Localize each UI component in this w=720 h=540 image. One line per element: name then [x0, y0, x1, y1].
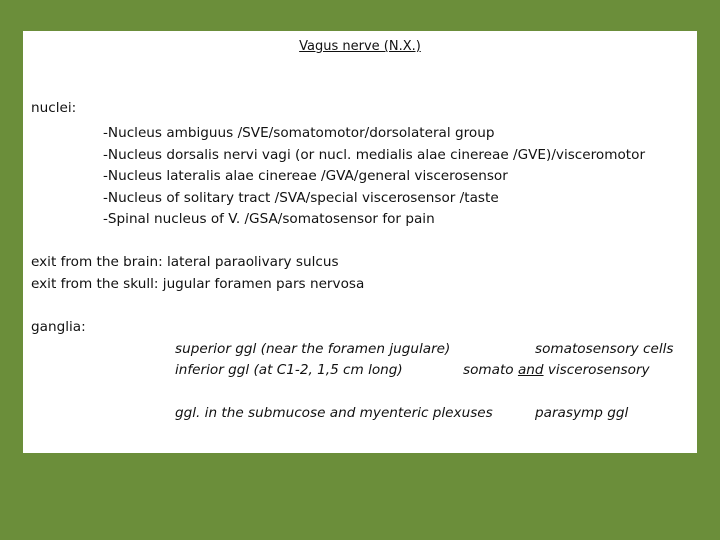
nucleus-item: -Nucleus of solitary tract /SVA/special viscerosensor /taste	[103, 190, 499, 206]
ganglion-desc-part: somato	[463, 362, 518, 378]
nucleus-item: -Nucleus lateralis alae cinereae /GVA/general viscerosensor	[103, 168, 508, 184]
slide-title: Vagus nerve (N.X.)	[299, 39, 421, 54]
ganglion-name: inferior ggl (at C1-2, 1,5 cm long)	[175, 362, 403, 378]
ganglia-label: ganglia:	[31, 319, 86, 335]
ganglion-desc: parasymp ggl	[535, 405, 629, 421]
ganglion-name: ggl. in the submucose and myenteric plexuses	[175, 405, 493, 421]
slide-content	[23, 31, 697, 453]
ganglion-desc-underlined: and	[517, 362, 544, 378]
ganglion-desc: somatosensory cells	[535, 341, 674, 357]
nucleus-item: -Nucleus ambiguus /SVE/somatomotor/dorsolateral group	[103, 125, 495, 141]
exit-brain: exit from the brain: lateral paraolivary sulcus	[31, 254, 339, 270]
ganglion-name: superior ggl (near the foramen jugulare)	[175, 341, 451, 357]
exit-skull: exit from the skull: jugular foramen pars nervosa	[31, 276, 365, 292]
nuclei-label: nuclei:	[31, 100, 77, 116]
nucleus-item: -Nucleus dorsalis nervi vagi (or nucl. medialis alae cinereae /GVE)/visceromotor	[103, 147, 646, 163]
nucleus-item: -Spinal nucleus of V. /GSA/somatosensor for pain	[103, 211, 435, 227]
ganglion-desc-part: viscerosensory	[543, 362, 650, 378]
ganglion-desc	[463, 362, 650, 378]
